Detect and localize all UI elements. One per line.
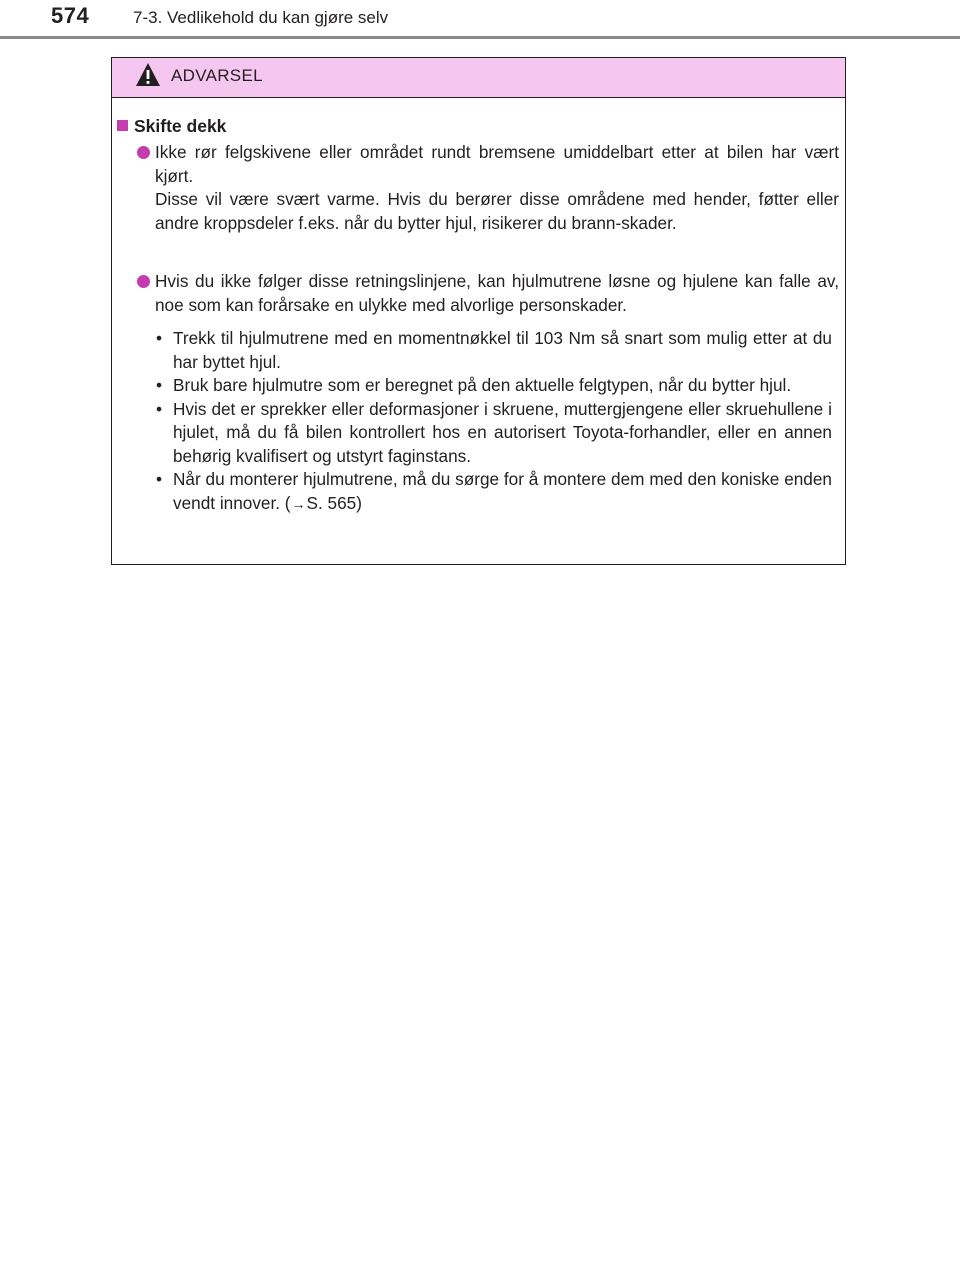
page-number: 574 bbox=[51, 3, 90, 28]
sub-bullet: • bbox=[156, 398, 163, 419]
section-heading-text: Skifte dekk bbox=[134, 116, 227, 136]
warning-triangle-icon bbox=[135, 62, 161, 88]
page-reference: S. 565) bbox=[306, 492, 362, 513]
square-bullet-icon bbox=[117, 120, 128, 131]
warning-title: ADVARSEL bbox=[171, 66, 263, 85]
list-item bbox=[156, 398, 832, 469]
warning-header bbox=[112, 58, 845, 98]
section-title: 7-3. Vedlikehold du kan gjøre selv bbox=[133, 8, 389, 27]
warning-item-text: Disse vil være svært varme. Hvis du berører disse områdene med hender, føtter eller andre kroppsdeler f.eks. når du bytter hjul, risikerer du brann-skader. bbox=[155, 189, 839, 233]
warning-item bbox=[155, 270, 839, 317]
list-item-text: Hvis det er sprekker eller deformasjoner i skruene, muttergjengene eller skruehullene i hjulet, må du få bilen kontrollert hos en autorisert Toyota-forhandler, eller en annen behørig kvalifisert og utstyrt faginstans. bbox=[173, 398, 832, 466]
list-item bbox=[156, 374, 832, 398]
sub-list bbox=[156, 327, 832, 516]
warning-box bbox=[111, 57, 846, 565]
arrow-right-icon: → bbox=[291, 495, 306, 512]
circle-bullet-icon bbox=[137, 146, 150, 159]
sub-bullet: • bbox=[156, 328, 163, 348]
list-item bbox=[156, 327, 832, 374]
list-item bbox=[156, 468, 832, 516]
circle-bullet-icon bbox=[137, 275, 150, 288]
list-item-text: Trekk til hjulmutrene med en momentnøkkel til 103 Nm så snart som mulig etter at du har byttet hjul. bbox=[173, 328, 832, 372]
page-header bbox=[0, 0, 960, 38]
list-item-text: Bruk bare hjulmutre som er beregnet på den aktuelle felgtypen, når du bytter hjul. bbox=[173, 375, 792, 395]
sub-bullet: • bbox=[156, 375, 163, 395]
warning-item-text: Hvis du ikke følger disse retningslinjene, kan hjulmutrene løsne og hjulene kan falle av, noe som kan forårsake en ulykke med alvorlige personskader. bbox=[155, 271, 839, 315]
header-divider bbox=[0, 36, 960, 39]
warning-item-text: Ikke rør felgskivene eller området rundt bremsene umiddelbart etter at bilen har vært kjørt. bbox=[155, 142, 839, 186]
list-item-text: Når du monterer hjulmutrene, må du sørge for å montere dem med den koniske enden vendt innover. ( bbox=[173, 469, 832, 513]
warning-item bbox=[155, 141, 839, 235]
sub-bullet: • bbox=[156, 469, 163, 489]
section-heading bbox=[117, 115, 226, 139]
